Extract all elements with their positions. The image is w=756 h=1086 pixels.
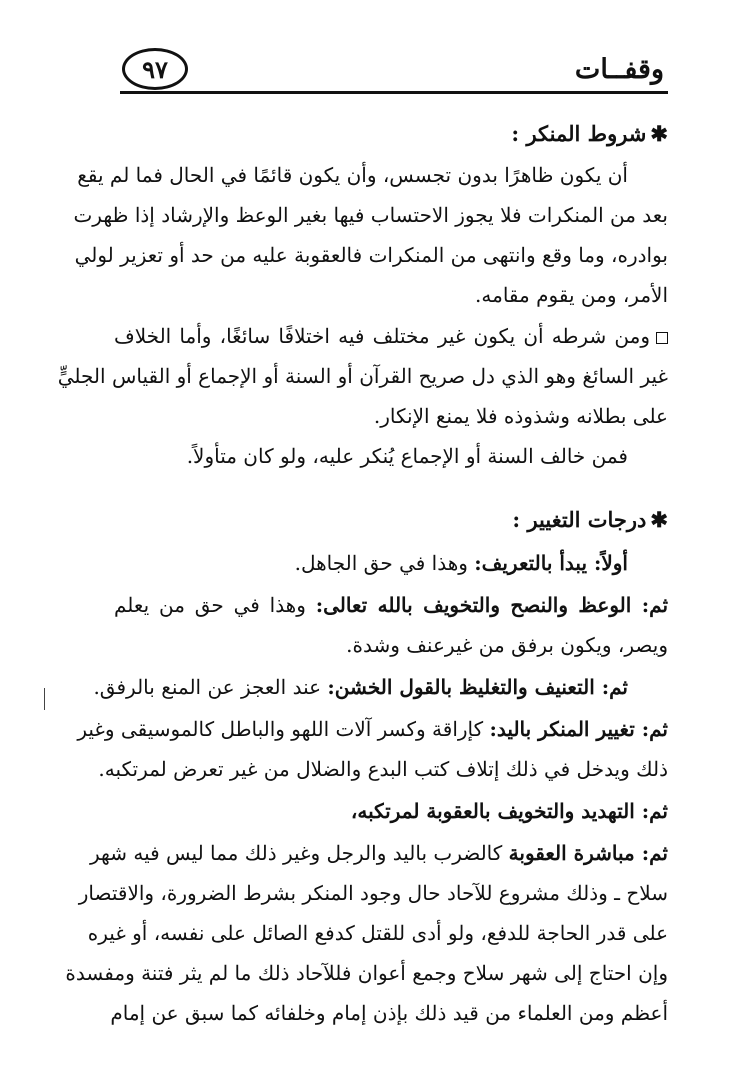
paragraph-line: ذلك ويدخل في ذلك إتلاف كتب البدع والضلال من غير تعرض لمرتكبه.	[98, 757, 668, 781]
paragraph-line: غير السائغ وهو الذي دل صريح القرآن أو السنة أو الإجماع أو القياس الجليٍّ	[57, 364, 668, 388]
running-header-title: وقفــات	[574, 54, 664, 85]
list-item: ثم: الوعظ والنصح والتخويف بالله تعالى: وهذا في حق من يعلم	[114, 593, 669, 617]
paragraph-line: فمن خالف السنة أو الإجماع يُنكر عليه، ولو كان متأولاً.	[186, 444, 628, 468]
paragraph-line: الأمر، ومن يقوم مقامه.	[475, 283, 668, 307]
paragraph-line: ومن شرطه أن يكون غير مختلف فيه اختلافًا سائغًا، وأما الخلاف	[114, 321, 668, 351]
square-bullet-icon	[656, 332, 668, 344]
paragraph-line: بوادره، وما وقع وانتهى من المنكرات فالعقوبة عليه من حد أو تعزير لولي	[74, 243, 668, 267]
paragraph-line: بعد من المنكرات فلا يجوز الاحتساب فيها بغير الوعظ والإرشاد إذا ظهرت	[73, 203, 668, 227]
paragraph-line: وإن احتاج إلى شهر سلاح وجمع أعوان فللآحاد ذلك ما لم يثر فتنة ومفسدة	[65, 961, 668, 985]
paragraph-line: على بطلانه وشذوذه فلا يمنع الإنكار.	[373, 404, 668, 428]
section-heading-degrees: ✱درجات التغيير :	[512, 507, 668, 532]
list-item: أولاً: يبدأ بالتعريف: وهذا في حق الجاهل.	[294, 551, 628, 575]
list-item: ثم: مباشرة العقوبة كالضرب باليد والرجل وغير ذلك مما ليس فيه شهر	[90, 841, 668, 865]
scan-mark	[44, 688, 45, 710]
paragraph-line: ويصر، ويكون برفق من غيرعنف وشدة.	[346, 633, 668, 657]
asterisk-icon: ✱	[650, 121, 668, 146]
list-item: ثم: التهديد والتخويف بالعقوبة لمرتكبه،	[350, 799, 668, 823]
paragraph-line: أعظم ومن العلماء من قيد ذلك بإذن إمام وخلفائه كما سبق عن إمام	[110, 1001, 668, 1025]
paragraph-line: على قدر الحاجة للدفع، ولو أدى للقتل كدفع الصائل على نفسه، أو غيره	[87, 921, 668, 945]
page-number: ٩٧	[142, 54, 168, 84]
asterisk-icon: ✱	[650, 507, 668, 532]
page-number-oval	[122, 48, 188, 90]
paragraph-line: سلاح ـ وذلك مشروع للآحاد حال وجود المنكر بشرط الضرورة، والاقتصار	[78, 881, 668, 905]
header-rule	[120, 91, 668, 94]
list-item: ثم: التعنيف والتغليظ بالقول الخشن: عند العجز عن المنع بالرفق.	[93, 675, 628, 699]
list-item: ثم: تغيير المنكر باليد: كإراقة وكسر آلات اللهو والباطل كالموسيقى وغير	[77, 717, 668, 741]
section-heading-conditions: ✱شروط المنكر :	[511, 121, 668, 146]
paragraph-line: أن يكون ظاهرًا بدون تجسس، وأن يكون قائمًا في الحال فما لم يقع	[77, 163, 628, 187]
